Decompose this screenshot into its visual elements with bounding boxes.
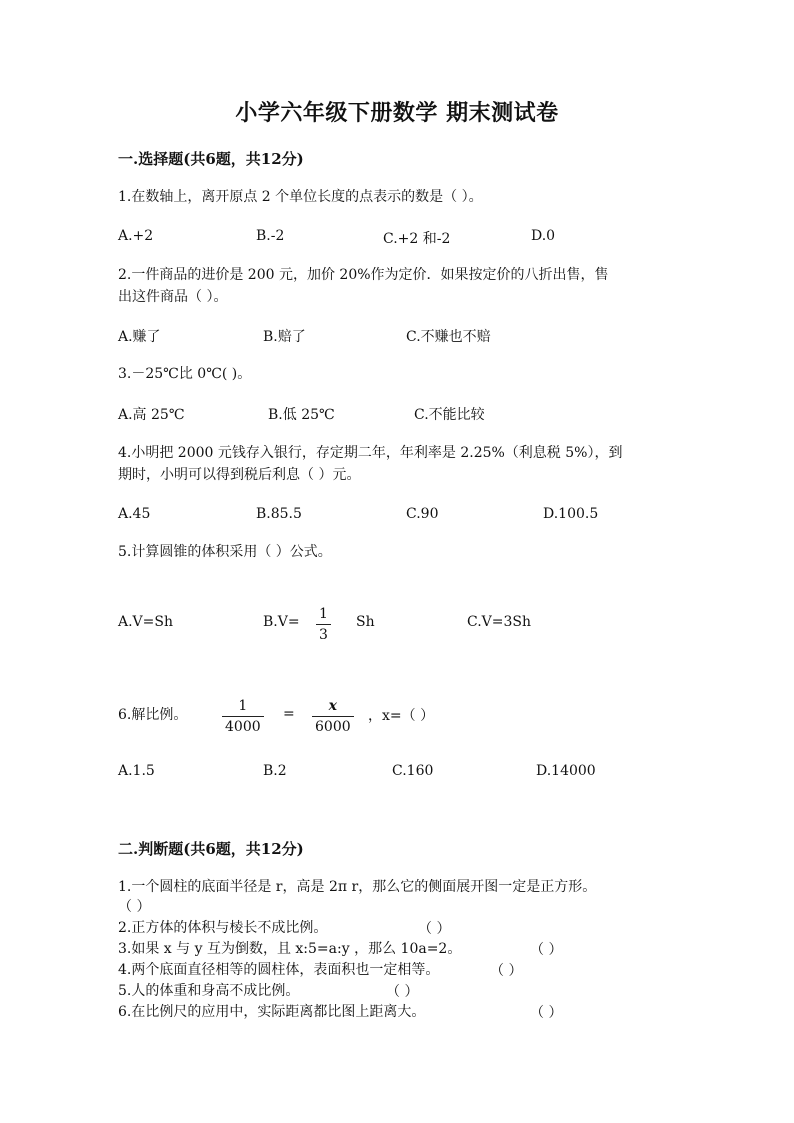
q5-option-a: A.V=Sh [118,614,174,630]
judge-item-1-paren: （ ） [118,899,151,915]
page-title: 小学六年级下册数学 期末测试卷 [235,100,559,126]
judge-item-4: 4.两个底面直径相等的圆柱体，表面积也一定相等。 [118,962,440,978]
section-heading-judgement: 二.判断题(共6题，共12分) [118,840,304,858]
q3-option-b: B.低 25℃ [268,407,335,423]
judge-item-1: 1.一个圆柱的底面半径是 r，高是 2π r，那么它的侧面展开图一定是正方形。 [118,879,597,895]
question-1-text: 1.在数轴上，离开原点 2 个单位长度的点表示的数是（ ）。 [118,189,483,205]
judge-item-6-paren: （ ） [530,1005,563,1021]
judge-item-2: 2.正方体的体积与棱长不成比例。 [118,920,328,936]
q6-equals-sign: = [283,706,295,722]
judge-item-5-paren: （ ） [386,984,419,1000]
q3-option-a: A.高 25℃ [118,407,185,423]
q5-option-c: C.V=3Sh [467,614,532,630]
fraction-denominator: 4000 [225,719,261,735]
q4-option-a: A.45 [118,506,151,522]
fraction-denominator: 3 [319,627,328,643]
question-2-line-1: 2.一件商品的进价是 200 元，加价 20%作为定价．如果按定价的八折出售，售 [118,267,609,283]
question-4-line-1: 4.小明把 2000 元钱存入银行，存定期二年，年利率是 2.25%（利息税 5%），到 [118,445,623,461]
q4-option-b: B.85.5 [256,506,302,522]
judge-item-6: 6.在比例尺的应用中，实际距离都比图上距离大。 [118,1004,426,1020]
q6-fraction-right [312,698,354,735]
q1-option-a: A.+2 [118,228,154,244]
judge-item-3: 3.如果 x 与 y 互为倒数，且 x:5=a:y ，那么 10a=2。 [118,941,462,957]
q6-suffix: ，x=（ ） [368,708,435,724]
q1-option-c: C.+2 和-2 [383,231,451,247]
question-5-text: 5.计算圆锥的体积采用（ ）公式。 [118,544,332,560]
q6-option-c: C.160 [392,763,434,779]
judge-item-2-paren: （ ） [418,921,451,937]
q2-option-c: C.不赚也不赔 [406,329,491,345]
judge-item-4-paren: （ ） [490,963,523,979]
fraction-numerator: x [328,698,337,714]
fraction-numerator: 1 [319,606,328,622]
q2-option-b: B.赔了 [263,329,306,345]
question-4-line-2: 期时，小明可以得到税后利息（ ）元。 [118,467,361,483]
fraction-denominator: 6000 [315,719,351,735]
q5-option-b-suffix: Sh [356,614,375,630]
q1-option-d: D.0 [531,228,556,244]
q6-option-b: B.2 [263,763,287,779]
q4-option-c: C.90 [406,506,439,522]
q4-option-d: D.100.5 [543,506,599,522]
q5-option-b-prefix: B.V= [263,614,300,630]
q6-option-a: A.1.5 [118,763,155,779]
question-6-prefix: 6.解比例。 [118,707,188,723]
fraction-bar [316,624,331,625]
q6-fraction-left [222,698,264,735]
section-heading-choice: 一.选择题(共6题，共12分) [118,150,304,168]
fraction-bar [222,716,264,717]
question-3-text: 3.－25℃比 0℃( )。 [118,366,252,382]
q3-option-c: C.不能比较 [414,407,485,423]
fraction-numerator: 1 [238,698,248,714]
judge-item-3-paren: （ ） [530,942,563,958]
judge-item-5: 5.人的体重和身高不成比例。 [118,983,300,999]
q2-option-a: A.赚了 [118,329,161,345]
fraction-bar [312,716,354,717]
question-2-line-2: 出这件商品（ ）。 [118,289,228,305]
q5-option-b-fraction [316,606,331,643]
q1-option-b: B.-2 [256,228,285,244]
q6-option-d: D.14000 [536,763,596,779]
